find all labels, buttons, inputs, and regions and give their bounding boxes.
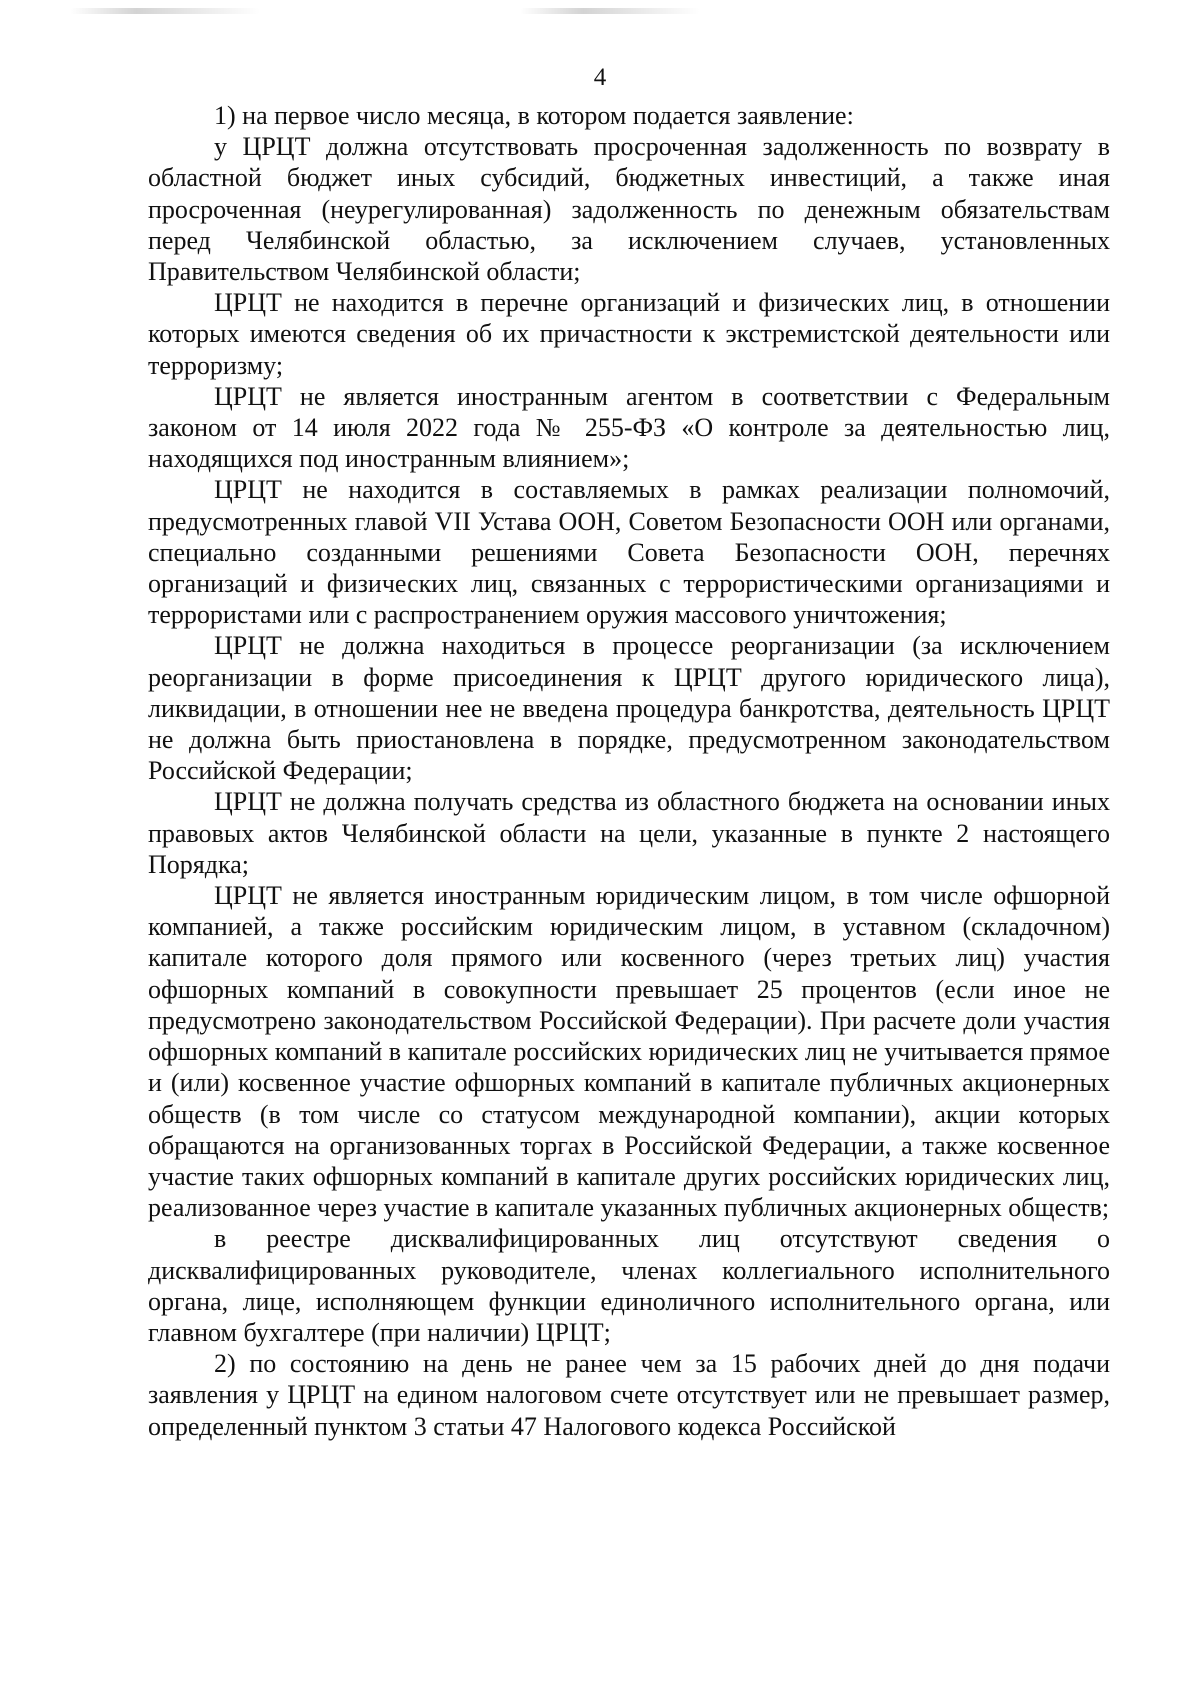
paragraph: ЦРЦТ не находится в составляемых в рамках реализации полномочий, предусмотренных главой VII Устава ООН, Советом Безопасности ООН или органами, специально созданными решениями Совета Безопасности ООН, перечнях организаций и физических лиц, связанных с террористическими организациями и террористами или с распространением оружия массового уничтожения; (148, 475, 1110, 630)
page-number: 4 (593, 64, 607, 91)
document-body (148, 100, 1110, 1442)
paragraph: ЦРЦТ не должна получать средства из областного бюджета на основании иных правовых актов Челябинской области на цели, указанные в пункте 2 настоящего Порядка; (148, 787, 1110, 879)
scan-artifact (520, 8, 700, 14)
paragraph: в реестре дисквалифицированных лиц отсутствуют сведения о дисквалифицированных руководителе, членах коллегиального исполнительного органа, лице, исполняющем функции единоличного исполнительного органа, или главном бухгалтере (при наличии) ЦРЦТ; (148, 1224, 1110, 1347)
paragraph: ЦРЦТ не находится в перечне организаций и физических лиц, в отношении которых имеются сведения об их причастности к экстремистской деятельности или терроризму; (148, 288, 1110, 380)
paragraph: 1) на первое число месяца, в котором подается заявление: (214, 101, 854, 130)
paragraph: ЦРЦТ не является иностранным юридическим лицом, в том числе офшорной компанией, а также российским юридическим лицом, в уставном (складочном) капитале которого доля прямого или косвенного (через третьих лиц) участия офшорных компаний в совокупности превышает 25 процентов (если иное не предусмотрено законодательством Российской Федерации). При расчете доли участия офшорных компаний в капитале российских юридических лиц не учитывается прямое и (или) косвенное участие офшорных компаний в капитале публичных акционерных обществ (в том числе со статусом международной компании), акции которых обращаются на организованных торгах в Российской Федерации, а также косвенное участие таких офшорных компаний в капитале других российских юридических лиц, реализованное через участие в капитале указанных публичных акционерных обществ; (148, 881, 1110, 1223)
scan-artifact (70, 8, 260, 14)
paragraph: у ЦРЦТ должна отсутствовать просроченная задолженность по возврату в областной бюджет иных субсидий, бюджетных инвестиций, а также иная просроченная (неурегулированная) задолженность по денежным обязательствам перед Челябинской областью, за исключением случаев, установленных Правительством Челябинской области; (148, 132, 1110, 287)
paragraph: ЦРЦТ не должна находиться в процессе реорганизации (за исключением реорганизации в форме присоединения к ЦРЦТ другого юридического лица), ликвидации, в отношении нее не введена процедура банкротства, деятельность ЦРЦТ не должна быть приостановлена в порядке, предусмотренном законодательством Российской Федерации; (148, 631, 1110, 786)
paragraph: 2) по состоянию на день не ранее чем за 15 рабочих дней до дня подачи заявления у ЦРЦТ на едином налоговом счете отсутствует или не превышает размер, определенный пунктом 3 статьи 47 Налогового кодекса Российской (148, 1349, 1110, 1441)
paragraph: ЦРЦТ не является иностранным агентом в соответствии с Федеральным законом от 14 июля 2022 года № 255-ФЗ «О контроле за деятельностью лиц, находящихся под иностранным влиянием»; (148, 381, 1110, 474)
